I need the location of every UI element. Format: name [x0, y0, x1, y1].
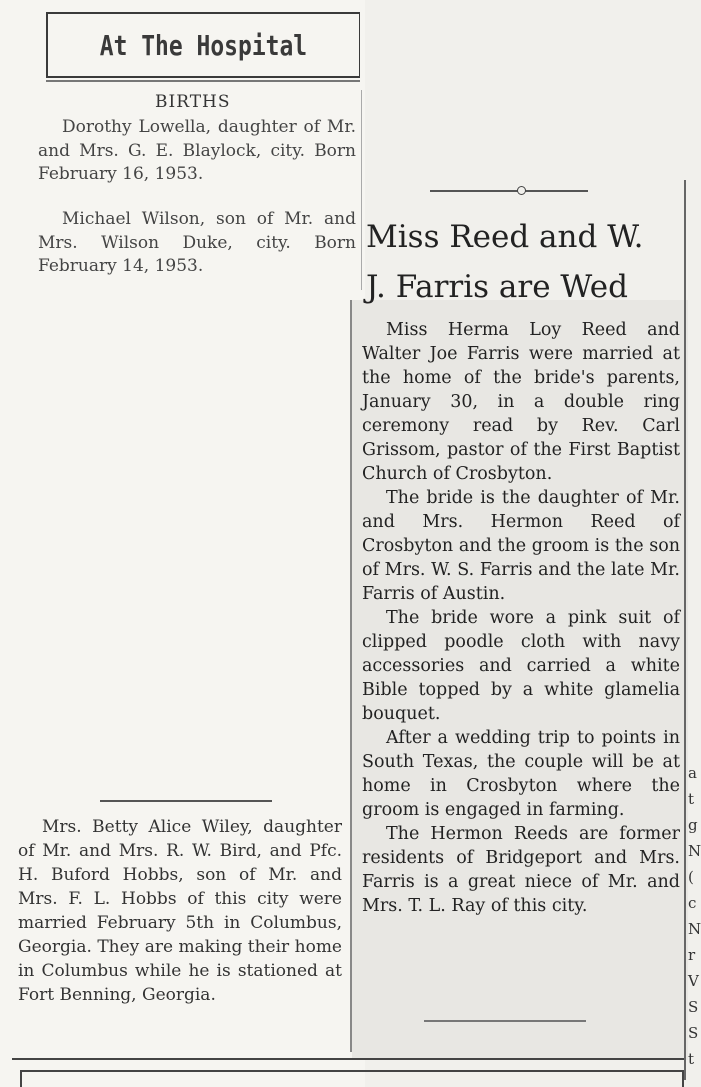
next-article-box [20, 1070, 684, 1087]
wedding-headline [366, 212, 686, 312]
wiley-hobbs-article [18, 815, 342, 1007]
section-divider [100, 800, 272, 802]
column-rule [350, 300, 352, 1052]
column-rule [361, 90, 362, 290]
headline-line: Miss Reed and W. [366, 219, 644, 255]
hospital-title: At The Hospital [99, 28, 308, 62]
wedding-article [362, 318, 680, 918]
birth-notice: Dorothy Lowella, daughter of Mr. and Mrs. G. E. Blaylock, city. Born February 16, 1953. [38, 117, 356, 184]
article-paragraph: After a wedding trip to points in South Texas, the couple will be at home in Crosbyton where the groom is engaged in farming. [362, 728, 680, 820]
adjacent-column-fragment [688, 760, 701, 1072]
column-rule [684, 180, 686, 1080]
headline-line: J. Farris are Wed [366, 269, 628, 305]
article-paragraph: The bride is the daughter of Mr. and Mrs. Hermon Reed of Crosbyton and the groom is the son of Mrs. W. S. Farris and the late Mr. Farris of Austin. [362, 488, 680, 604]
births-heading: BIRTHS [155, 92, 231, 112]
article-paragraph: The bride wore a pink suit of clipped poodle cloth with navy accessories and carried a white Bible topped by a white glamelia bouquet. [362, 608, 680, 724]
divider-ornament [517, 186, 526, 195]
birth-notice: Michael Wilson, son of Mr. and Mrs. Wilson Duke, city. Born February 14, 1953. [38, 209, 356, 276]
section-divider [430, 190, 588, 192]
hospital-header-rule [46, 80, 360, 82]
hospital-header-box [46, 12, 360, 78]
article-paragraph: Mrs. Betty Alice Wiley, daughter of Mr. and Mrs. R. W. Bird, and Pfc. H. Buford Hobbs, son of Mr. and Mrs. F. L. Hobbs of this city were married February 5th in Columbus, Georgia. They are making their home in Columbus while he is stationed at Fort Benning, Georgia. [18, 817, 342, 1005]
fragment-text: a t g N ( c N r V S S t [688, 764, 701, 1068]
section-end-rule [424, 1020, 586, 1022]
article-paragraph: Miss Herma Loy Reed and Walter Joe Farris were married at the home of the bride's parents, January 30, in a double ring ceremony read by Rev. Carl Grissom, pastor of the First Baptist Church of Crosbyton. [362, 320, 680, 484]
page-bottom-rule [12, 1058, 684, 1060]
article-paragraph: The Hermon Reeds are former residents of Bridgeport and Mrs. Farris is a great niece of Mr. and Mrs. T. L. Ray of this city. [362, 824, 680, 916]
